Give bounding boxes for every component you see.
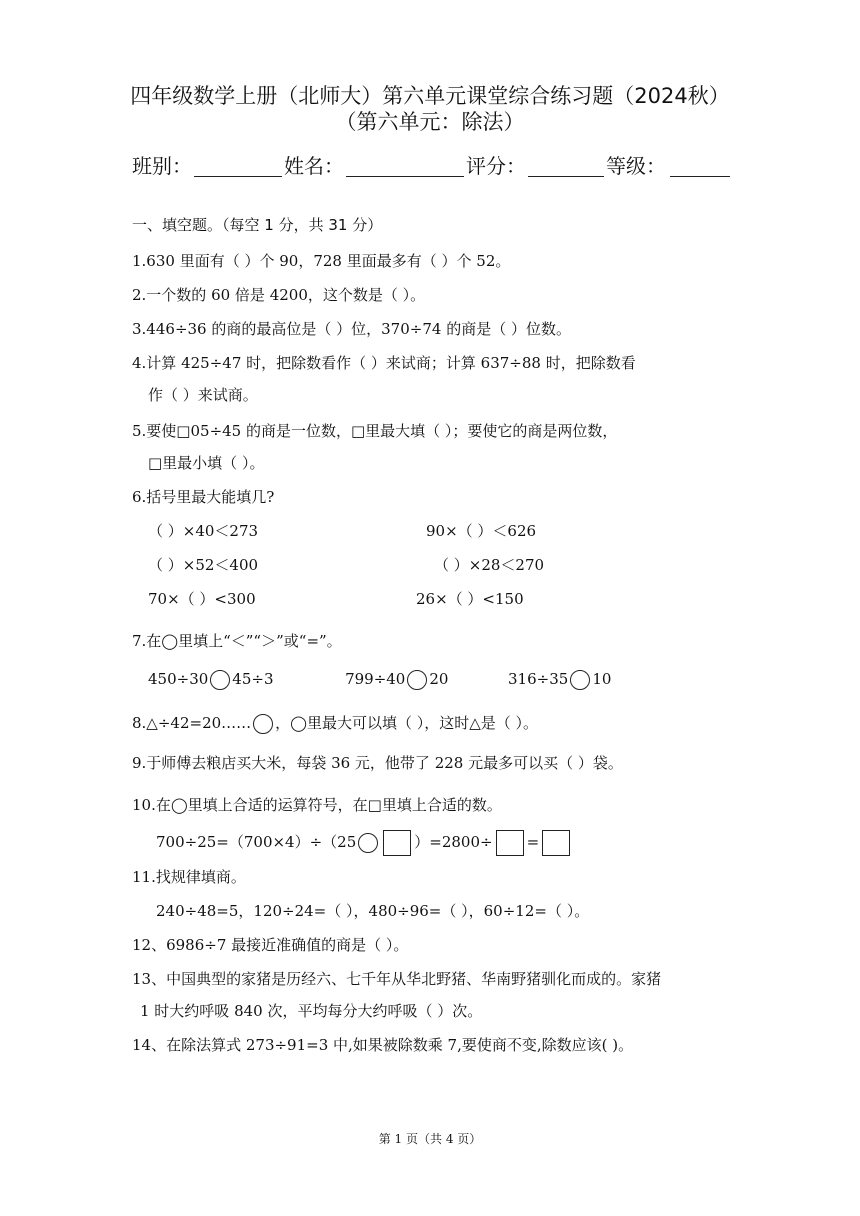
q10-part1: 700÷25=（700×4）÷（25 xyxy=(156,833,357,851)
question-6-row1-left: （ ）×40＜273 xyxy=(148,522,259,540)
answer-box-2[interactable] xyxy=(496,830,524,856)
q10-part2: ）=2800÷ xyxy=(414,833,493,851)
question-12: 12、6986÷7 最接近准确值的商是（ ）。 xyxy=(132,936,409,954)
score-blank[interactable] xyxy=(528,176,604,177)
q7b-right: 20 xyxy=(429,670,449,688)
class-label: 班别： xyxy=(132,154,192,178)
worksheet-subtitle: （第六单元：除法） xyxy=(335,110,525,134)
name-blank[interactable] xyxy=(346,176,464,177)
grade-blank[interactable] xyxy=(670,176,730,177)
score-label: 评分： xyxy=(466,154,526,178)
question-1: 1.630 里面有（ ）个 90，728 里面最多有（ ）个 52。 xyxy=(132,252,511,270)
class-blank[interactable] xyxy=(194,176,282,177)
question-6-row2-left: （ ）×52＜400 xyxy=(148,556,259,574)
question-6-row3-left: 70×（ ）<300 xyxy=(148,590,256,608)
question-10-equation xyxy=(156,830,573,856)
worksheet-title: 四年级数学上册（北师大）第六单元课堂综合练习题（2024秋） xyxy=(130,84,730,108)
question-6-row3-right: 26×（ ）<150 xyxy=(416,590,524,608)
q7c-right: 10 xyxy=(592,670,612,688)
operator-circle[interactable] xyxy=(358,833,378,853)
question-5-line1: 5.要使□05÷45 的商是一位数，□里最大填（ ）；要使它的商是两位数， xyxy=(132,422,618,440)
question-7-items xyxy=(148,670,611,690)
grade-label: 等级： xyxy=(606,154,666,178)
q7b-left: 799÷40 xyxy=(345,670,406,688)
question-10: 10.在◯里填上合适的运算符号，在□里填上合适的数。 xyxy=(132,796,502,814)
q8-end: ，◯里最大可以填（ ），这时△是（ ）。 xyxy=(275,714,539,732)
question-5-line2: □里最小填（ ）。 xyxy=(148,454,265,472)
answer-box-1[interactable] xyxy=(383,830,411,856)
q7a-right: 45÷3 xyxy=(232,670,274,688)
q10-part3: = xyxy=(526,833,540,851)
question-14: 14、在除法算式 273÷91=3 中,如果被除数乘 7,要使商不变,除数应该( )。 xyxy=(132,1036,634,1054)
compare-circle-3[interactable] xyxy=(570,670,590,690)
question-6-row1-right: 90×（ ）＜626 xyxy=(426,522,537,540)
compare-circle-1[interactable] xyxy=(210,670,230,690)
question-4-line2: 作（ ）来试商。 xyxy=(148,386,258,404)
student-info-row xyxy=(132,150,732,180)
q7c-left: 316÷35 xyxy=(508,670,569,688)
question-9: 9.于师傅去粮店买大米，每袋 36 元，他带了 228 元最多可以买（ ）袋。 xyxy=(132,754,623,772)
section-heading: 一、填空题。（每空 1 分，共 31 分） xyxy=(132,216,383,234)
q8-start: 8.△÷42=20…… xyxy=(132,714,252,732)
question-13-line2: 1 时大约呼吸 840 次，平均每分大约呼吸（ ）次。 xyxy=(140,1002,483,1020)
name-label: 姓名： xyxy=(284,154,344,178)
question-2: 2.一个数的 60 倍是 4200，这个数是（ ）。 xyxy=(132,286,426,304)
question-7: 7.在◯里填上“＜”“＞”或“=”。 xyxy=(132,632,342,650)
compare-circle-2[interactable] xyxy=(407,670,427,690)
remainder-circle[interactable] xyxy=(253,714,273,734)
question-8 xyxy=(132,712,538,734)
q7a-left: 450÷30 xyxy=(148,670,209,688)
question-13-line1: 13、中国典型的家猪是历经六、七千年从华北野猪、华南野猪驯化而成的。家猪 xyxy=(132,970,662,988)
question-11-pattern: 240÷48=5，120÷24=（ ），480÷96=（ ），60÷12=（ ）。 xyxy=(156,902,590,920)
question-6: 6.括号里最大能填几? xyxy=(132,488,275,506)
question-3: 3.446÷36 的商的最高位是（ ）位，370÷74 的商是（ ）位数。 xyxy=(132,320,571,338)
page-footer: 第 1 页（共 4 页） xyxy=(378,1132,482,1146)
question-6-row2-right: （ ）×28＜270 xyxy=(434,556,545,574)
question-11: 11.找规律填商。 xyxy=(132,868,246,886)
question-4-line1: 4.计算 425÷47 时，把除数看作（ ）来试商；计算 637÷88 时，把除数看 xyxy=(132,354,636,372)
answer-box-3[interactable] xyxy=(542,830,570,856)
